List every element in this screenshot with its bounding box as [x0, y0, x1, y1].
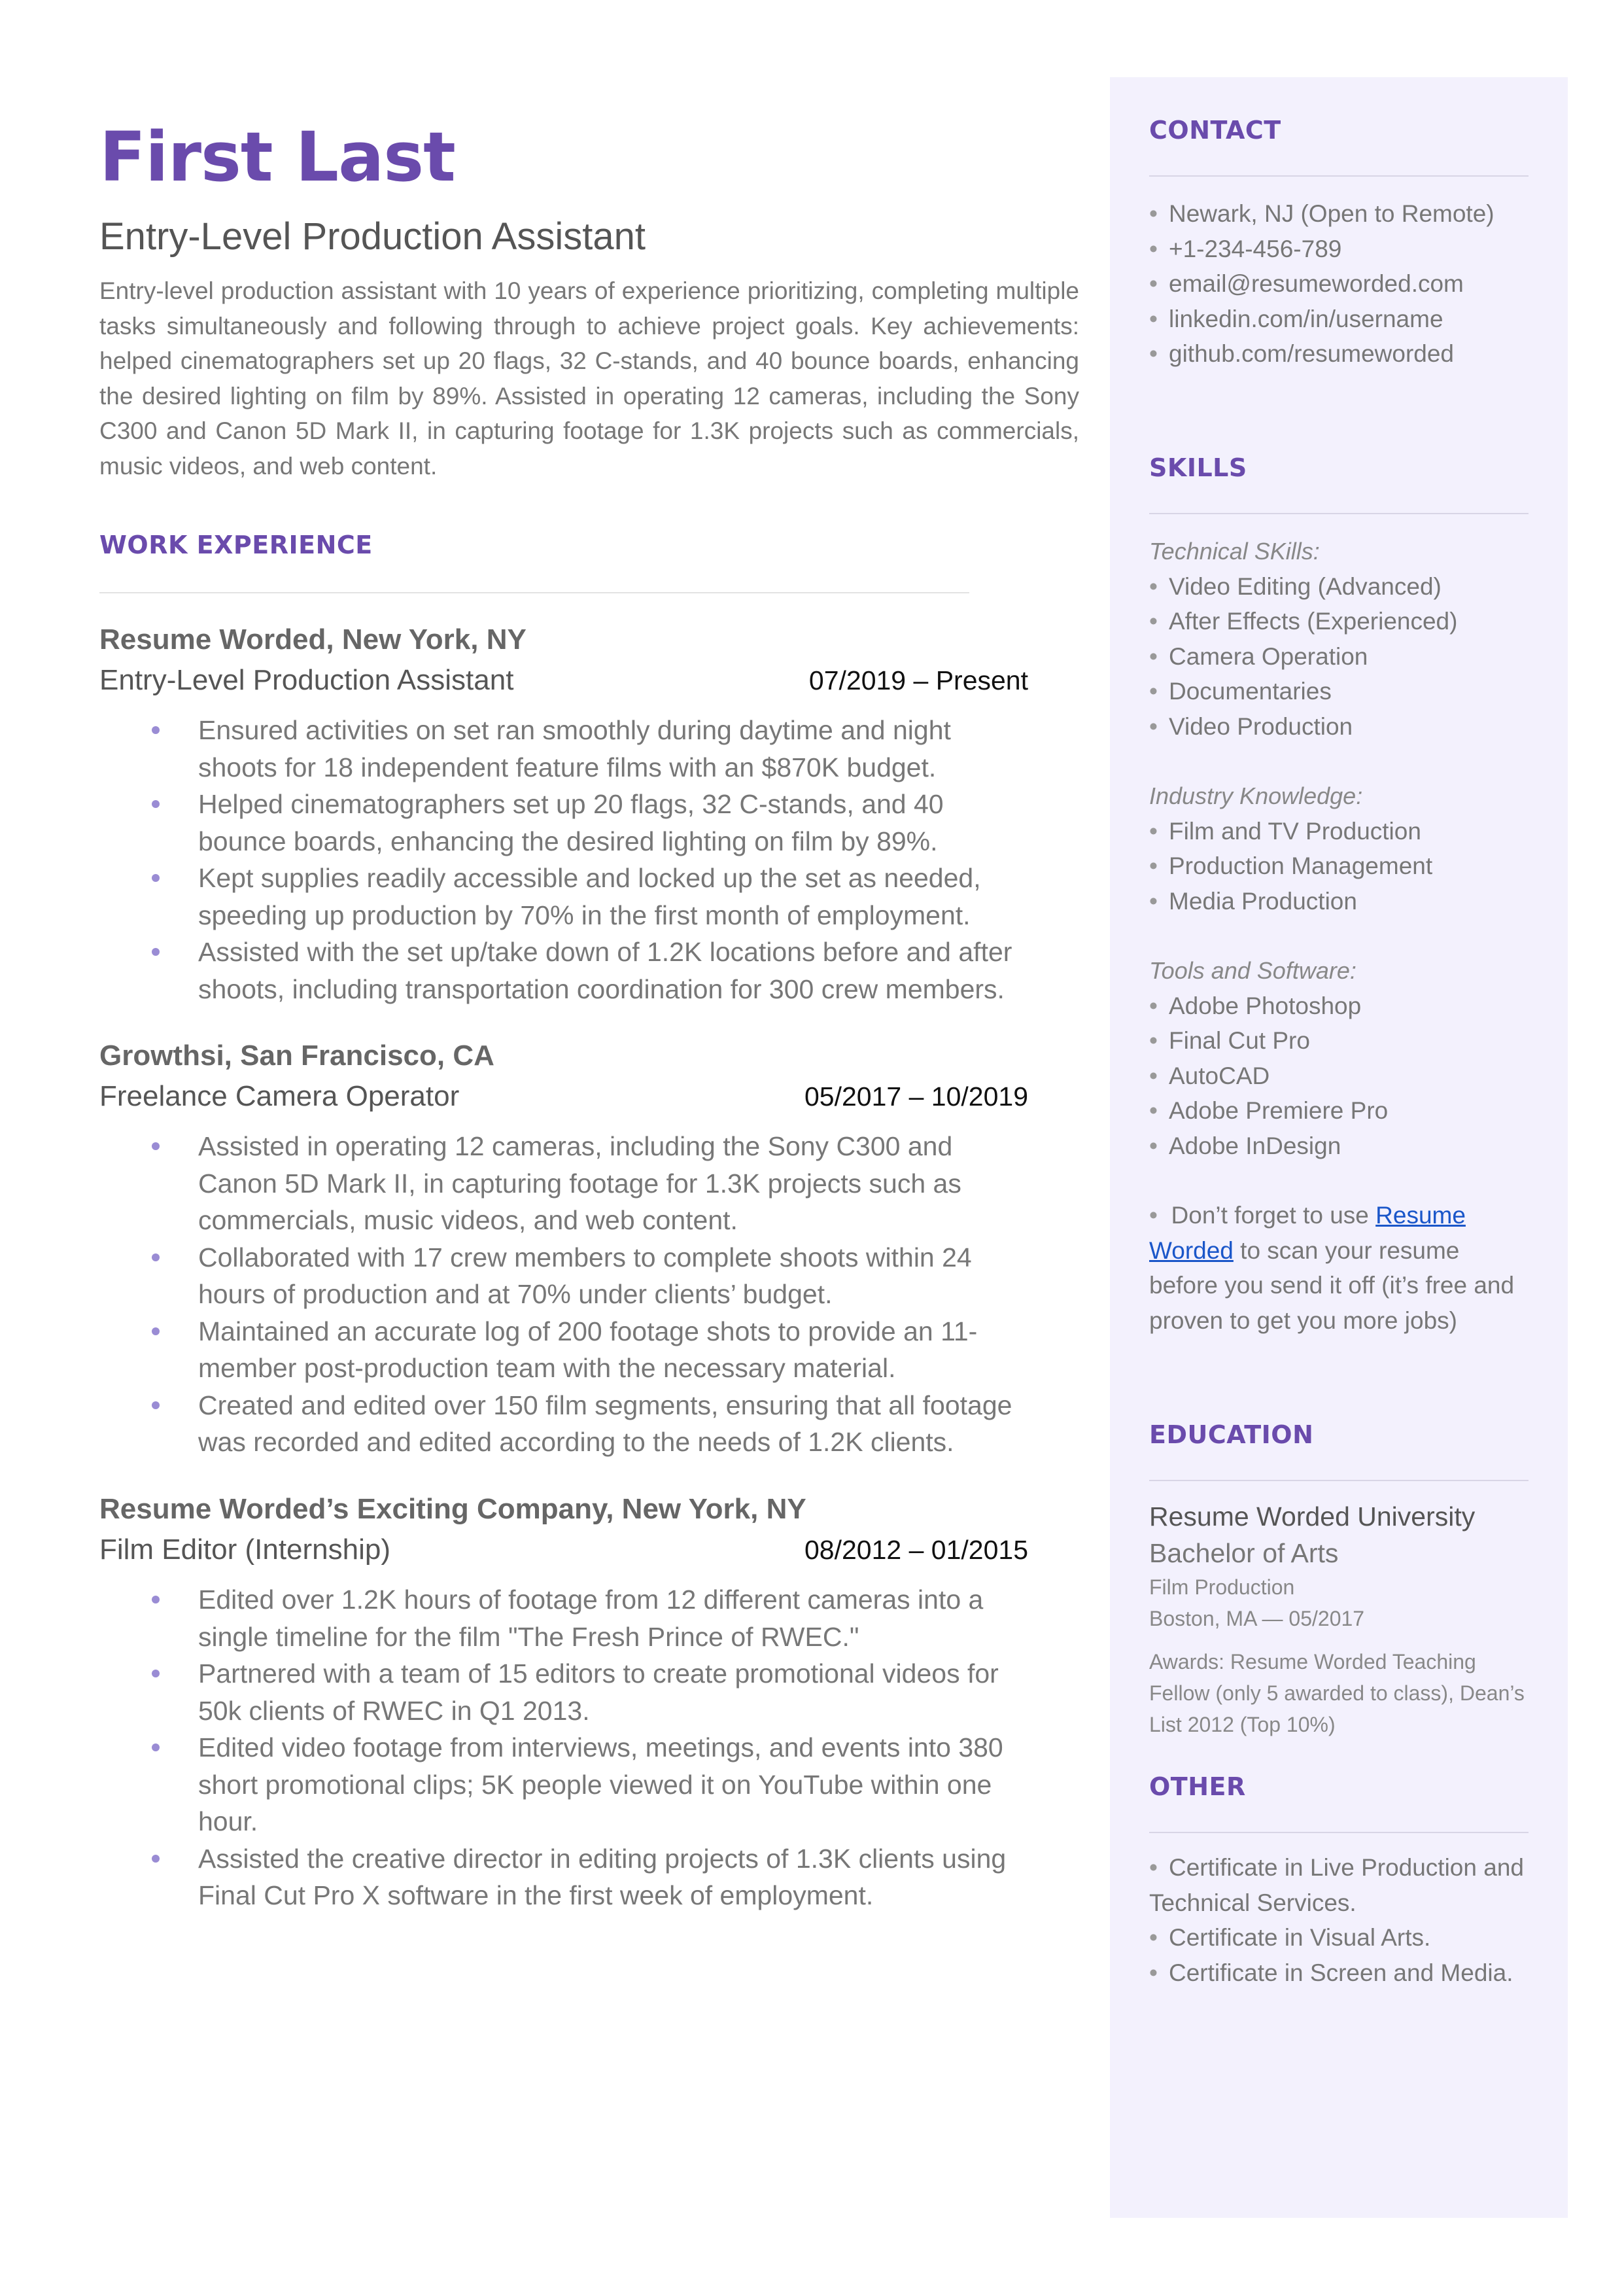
- bullet-icon: •: [1149, 1854, 1158, 1881]
- contact-heading: CONTACT: [1149, 116, 1281, 145]
- job-dates: 05/2017 – 10/2019: [804, 1081, 1028, 1112]
- job-entry: [99, 1490, 1035, 1914]
- contact-linkedin[interactable]: • linkedin.com/in/username: [1149, 302, 1529, 337]
- bullet-icon: •: [1149, 887, 1158, 915]
- bullet-icon: •: [1149, 340, 1158, 367]
- other-list: [1149, 1850, 1529, 1990]
- sidebar: [1110, 77, 1568, 2218]
- bullet-icon: •: [1149, 1097, 1158, 1124]
- bullet-icon: •: [1149, 817, 1158, 845]
- contact-location: • Newark, NJ (Open to Remote): [1149, 196, 1529, 232]
- skills-divider: [1149, 513, 1529, 514]
- education-divider: [1149, 1480, 1529, 1481]
- skill-item: • Adobe InDesign: [1149, 1129, 1529, 1164]
- work-divider: [99, 592, 969, 593]
- bullet-icon: •: [1149, 1202, 1171, 1229]
- bullet-icon: •: [1149, 992, 1158, 1019]
- job-bullets: [99, 712, 1035, 1007]
- skills-list: [1149, 989, 1529, 1164]
- job-bullet: Assisted with the set up/take down of 1.2K locations before and after shoots, including transportation coordination for 300 crew members.: [99, 934, 1028, 1007]
- job-dates: 07/2019 – Present: [808, 665, 1028, 695]
- job-company: Resume Worded’s Exciting Company, New York, NY: [99, 1493, 806, 1525]
- job-bullet: Maintained an accurate log of 200 footage shots to provide an 11-member post-production team with the necessary material.: [99, 1313, 1028, 1387]
- bullet-dot-icon: [152, 726, 160, 734]
- skills-section: [1149, 451, 1529, 1338]
- bullet-icon: •: [1149, 1062, 1158, 1089]
- bullet-icon: •: [1149, 1132, 1158, 1159]
- skill-item: • AutoCAD: [1149, 1059, 1529, 1094]
- bullet-icon: •: [1149, 678, 1158, 705]
- education-awards: Awards: Resume Worded Teaching Fellow (only 5 awarded to class), Dean’s List 2012 (Top 10%): [1149, 1650, 1525, 1736]
- skill-item: • Production Management: [1149, 849, 1529, 884]
- other-item: • Certificate in Visual Arts.: [1149, 1920, 1529, 1955]
- resume-worded-note: • Don’t forget to use Resume Worded to scan your resume before you send it off (it’s free and proven to get you more jobs): [1149, 1202, 1515, 1334]
- job-bullets: [99, 1128, 1035, 1461]
- skill-item: • Final Cut Pro: [1149, 1023, 1529, 1059]
- other-item: • Certificate in Screen and Media.: [1149, 1955, 1529, 1991]
- contact-section: [1149, 114, 1529, 372]
- education-section: [1149, 1418, 1529, 1740]
- job-role: Film Editor (Internship): [99, 1533, 391, 1566]
- education-degree: Bachelor of Arts: [1149, 1538, 1339, 1568]
- job-role-row: [99, 1076, 1035, 1117]
- contact-list: [1149, 196, 1529, 372]
- skills-heading: SKILLS: [1149, 453, 1247, 482]
- candidate-name: First Last: [99, 117, 455, 197]
- other-heading: OTHER: [1149, 1772, 1246, 1801]
- bullet-icon: •: [1149, 1027, 1158, 1054]
- job-role: Freelance Camera Operator: [99, 1080, 460, 1112]
- skill-item: • Video Editing (Advanced): [1149, 569, 1529, 604]
- skill-item: • Camera Operation: [1149, 639, 1529, 674]
- job-role-row: [99, 1529, 1035, 1571]
- skill-item: • Video Production: [1149, 709, 1529, 745]
- bullet-dot-icon: [152, 948, 160, 956]
- skills-group-label: Tools and Software:: [1149, 957, 1356, 984]
- education-heading: EDUCATION: [1149, 1420, 1314, 1449]
- job-bullet: Created and edited over 150 film segments, ensuring that all footage was recorded and edited according to the needs of 1.2K clients.: [99, 1387, 1028, 1461]
- bullet-icon: •: [1149, 305, 1158, 332]
- bullet-dot-icon: [152, 1855, 160, 1863]
- work-experience-heading: WORK EXPERIENCE: [99, 531, 373, 559]
- bullet-dot-icon: [152, 1253, 160, 1261]
- job-entry: [99, 620, 1035, 1007]
- bullet-dot-icon: [152, 800, 160, 808]
- skill-item: • Adobe Premiere Pro: [1149, 1093, 1529, 1129]
- bullet-icon: •: [1149, 608, 1158, 635]
- other-section: [1149, 1770, 1529, 1990]
- skill-item: • Media Production: [1149, 884, 1529, 919]
- skill-item: • Documentaries: [1149, 674, 1529, 709]
- job-bullet: Edited video footage from interviews, meetings, and events into 380 short promotional clips; 5K people viewed it on YouTube within one hour.: [99, 1729, 1028, 1840]
- bullet-icon: •: [1149, 712, 1158, 740]
- skill-item: • Adobe Photoshop: [1149, 989, 1529, 1024]
- job-bullet: Assisted the creative director in editing projects of 1.3K clients using Final Cut Pro X software in the first week of employment.: [99, 1840, 1028, 1914]
- resume-worded-link[interactable]: Resume Worded: [1149, 1202, 1466, 1264]
- job-company: Growthsi, San Francisco, CA: [99, 1040, 494, 1072]
- other-divider: [1149, 1832, 1529, 1833]
- bullet-icon: •: [1149, 1959, 1158, 1986]
- job-bullet: Ensured activities on set ran smoothly during daytime and night shoots for 18 independent feature films with an $870K budget.: [99, 712, 1028, 786]
- job-bullet: Assisted in operating 12 cameras, including the Sony C300 and Canon 5D Mark II, in capturing footage for 1.3K projects such as commercials, music videos, and web content.: [99, 1128, 1028, 1239]
- contact-email[interactable]: • email@resumeworded.com: [1149, 266, 1529, 302]
- bullet-dot-icon: [152, 1743, 160, 1751]
- bullet-icon: •: [1149, 235, 1158, 262]
- bullet-icon: •: [1149, 200, 1158, 227]
- education-school: Resume Worded University: [1149, 1501, 1476, 1532]
- job-bullet: Helped cinematographers set up 20 flags, 32 C-stands, and 40 bounce boards, enhancing the desired lighting on film by 89%.: [99, 786, 1028, 860]
- candidate-title: Entry-Level Production Assistant: [99, 215, 646, 258]
- skills-list: [1149, 569, 1529, 745]
- bullet-icon: •: [1149, 1924, 1158, 1951]
- other-item: • Certificate in Live Production and Technical Services.: [1149, 1850, 1529, 1920]
- skills-group-label: Technical SKills:: [1149, 538, 1320, 565]
- job-bullet: Partnered with a team of 15 editors to create promotional videos for 50k clients of RWEC in Q1 2013.: [99, 1655, 1028, 1729]
- bullet-dot-icon: [152, 1670, 160, 1677]
- skill-item: • Film and TV Production: [1149, 814, 1529, 849]
- bullet-dot-icon: [152, 1327, 160, 1335]
- job-company: Resume Worded, New York, NY: [99, 623, 527, 656]
- education-location-date: Boston, MA — 05/2017: [1149, 1607, 1365, 1630]
- bullet-dot-icon: [152, 1142, 160, 1150]
- bullet-dot-icon: [152, 1596, 160, 1603]
- job-entry: [99, 1036, 1035, 1461]
- contact-divider: [1149, 175, 1529, 177]
- bullet-icon: •: [1149, 270, 1158, 297]
- skills-group-label: Industry Knowledge:: [1149, 782, 1363, 809]
- contact-github[interactable]: • github.com/resumeworded: [1149, 336, 1529, 372]
- contact-phone[interactable]: • +1-234-456-789: [1149, 232, 1529, 267]
- bullet-icon: •: [1149, 852, 1158, 879]
- job-role-row: [99, 659, 1035, 701]
- education-field: Film Production: [1149, 1575, 1295, 1599]
- bullet-dot-icon: [152, 1401, 160, 1409]
- bullet-icon: •: [1149, 642, 1158, 670]
- job-bullets: [99, 1581, 1035, 1914]
- skill-item: • After Effects (Experienced): [1149, 604, 1529, 639]
- summary: Entry-level production assistant with 10 years of experience prioritizing, completing multiple tasks simultaneously and following through to achieve project goals. Key achievements: helped cinematographers set up 20 flags, 32 C-stands, and 40 bounce boards, enhancing the desired lighting on film by 89%. Assisted in operating 12 cameras, including the Sony C300 and Canon 5D Mark II, in capturing footage for 1.3K projects such as commercials, music videos, and web content.: [99, 277, 1079, 480]
- job-dates: 08/2012 – 01/2015: [804, 1535, 1028, 1565]
- job-bullet: Collaborated with 17 crew members to complete shoots within 24 hours of production and at 70% under clients’ budget.: [99, 1239, 1028, 1313]
- skills-list: [1149, 814, 1529, 919]
- bullet-dot-icon: [152, 874, 160, 882]
- bullet-icon: •: [1149, 572, 1158, 600]
- job-bullet: Kept supplies readily accessible and locked up the set as needed, speeding up production by 70% in the first month of employment.: [99, 860, 1028, 934]
- job-role: Entry-Level Production Assistant: [99, 664, 514, 696]
- job-bullet: Edited over 1.2K hours of footage from 12 different cameras into a single timeline for the film "The Fresh Prince of RWEC.": [99, 1581, 1028, 1655]
